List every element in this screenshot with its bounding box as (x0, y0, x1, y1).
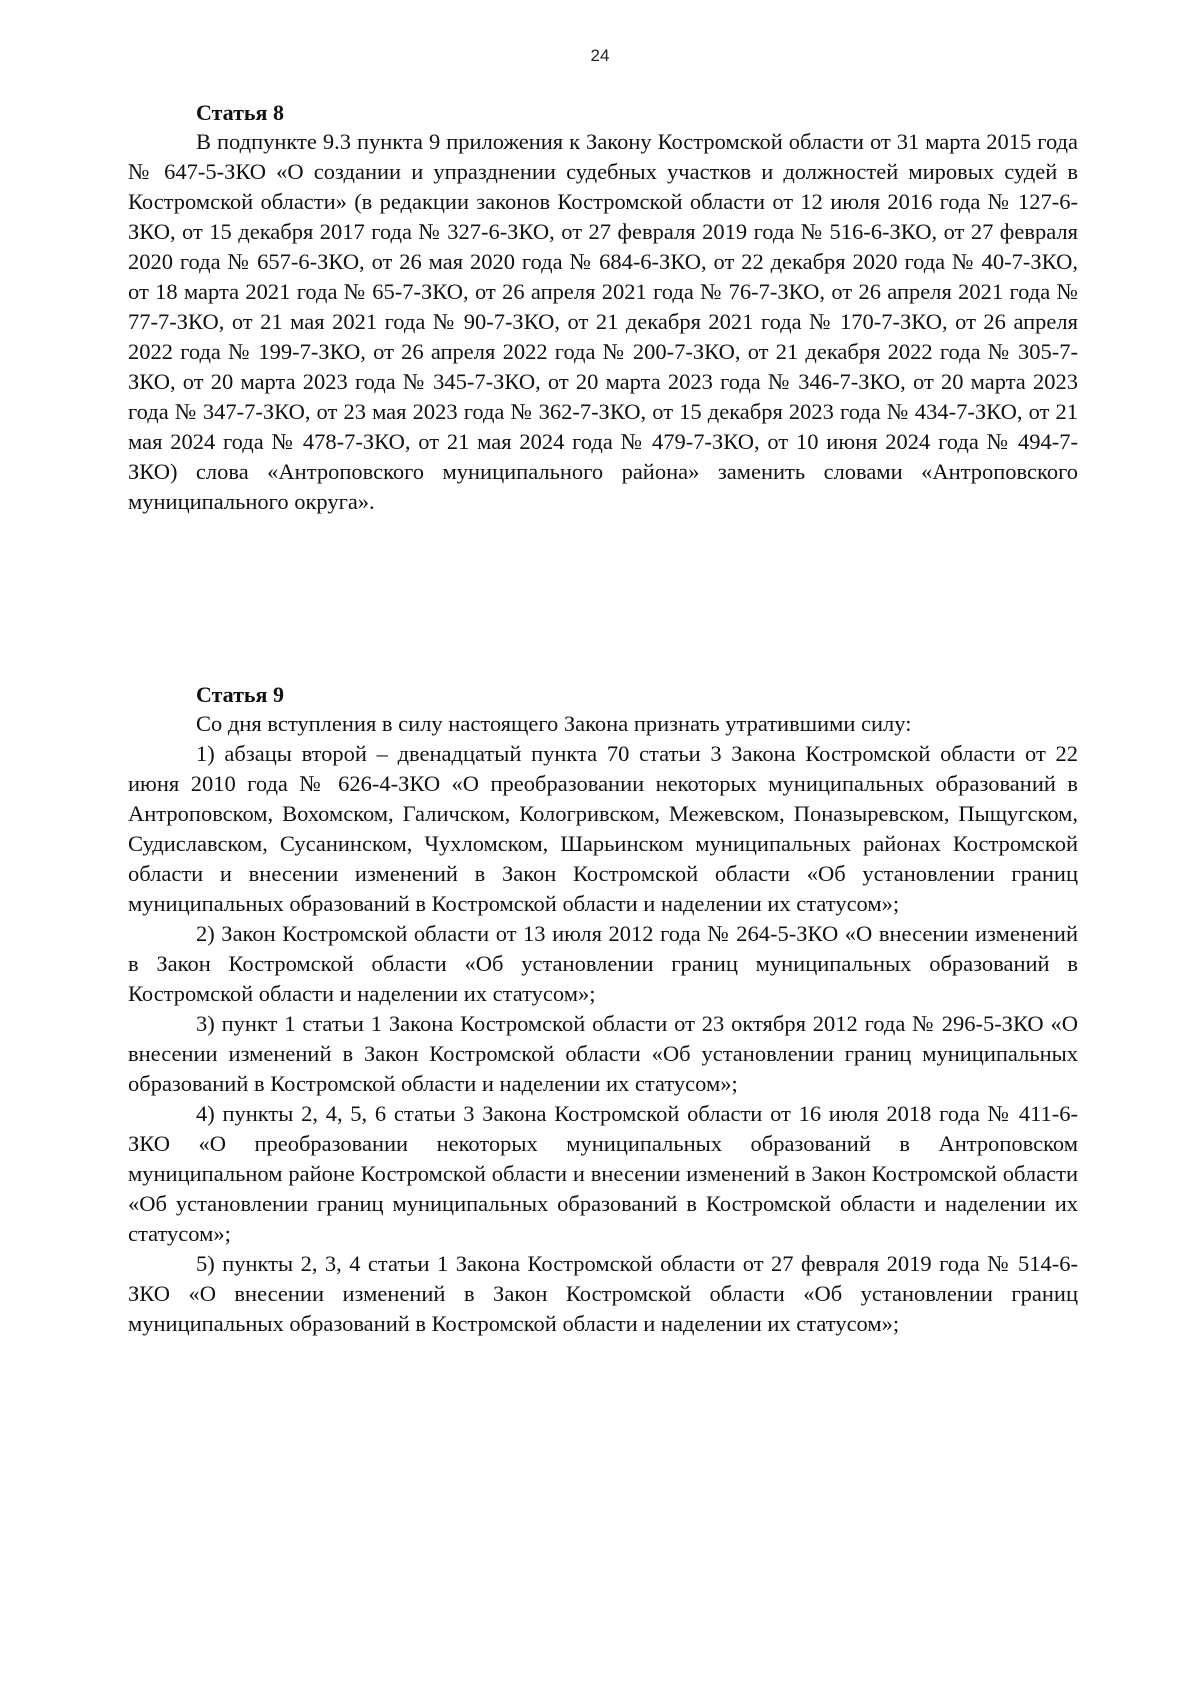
article-8 (128, 98, 1078, 517)
list-item: 1) абзацы второй – двенадцатый пункта 70 статьи 3 Закона Костромской области от 22 июня 2010 года № 626-4-ЗКО «О преобразовании некоторых муниципальных образований в Антроповском, Вохомском, Галичском, Кологривском, Межевском, Поназыревском, Пыщугском, Судиславском, Сусанинском, Чухломском, Шарьинском муниципальных районах Костромской области и внесении изменений в Закон Костромской области «Об установлении границ муниципальных образований в Костромской области и наделении их статусом»; (128, 741, 1078, 916)
list-item: 2) Закон Костромской области от 13 июля 2012 года № 264-5-ЗКО «О внесении изменений в Закон Костромской области «Об установлении границ муниципальных образований в Костромской области и наделении их статусом»; (128, 921, 1078, 1006)
list-item: 5) пункты 2, 3, 4 статьи 1 Закона Костромской области от 27 февраля 2019 года № 514-6-ЗКО «О внесении изменений в Закон Костромской области «Об установлении границ муниципальных образований в Костромской области и наделении их статусом»; (128, 1251, 1078, 1336)
article-9 (128, 680, 1078, 1339)
article-paragraph: В подпункте 9.3 пункта 9 приложения к Закону Костромской области от 31 марта 2015 года № 647-5-ЗКО «О создании и упразднении судебных участков и должностей мировых судей в Костромской области» (в редакции законов Костромской области от 12 июля 2016 года № 127-6-ЗКО, от 15 декабря 2017 года № 327-6-ЗКО, от 27 февраля 2019 года № 516-6-ЗКО, от 27 февраля 2020 года № 657-6-ЗКО, от 26 мая 2020 года № 684-6-ЗКО, от 22 декабря 2020 года № 40-7-ЗКО, от 18 марта 2021 года № 65-7-ЗКО, от 26 апреля 2021 года № 76-7-ЗКО, от 26 апреля 2021 года № 77-7-ЗКО, от 21 мая 2021 года № 90-7-ЗКО, от 21 декабря 2021 года № 170-7-ЗКО, от 26 апреля 2022 года № 199-7-ЗКО, от 26 апреля 2022 года № 200-7-ЗКО, от 21 декабря 2022 года № 305-7-ЗКО, от 20 марта 2023 года № 345-7-ЗКО, от 20 марта 2023 года № 346-7-ЗКО, от 20 марта 2023 года № 347-7-ЗКО, от 23 мая 2023 года № 362-7-ЗКО, от 15 декабря 2023 года № 434-7-ЗКО, от 21 мая 2024 года № 478-7-ЗКО, от 21 мая 2024 года № 479-7-ЗКО, от 10 июня 2024 года № 494-7-ЗКО) слова «Антроповского муниципального района» заменить словами «Антроповского муниципального округа». (128, 129, 1078, 514)
page-number: 24 (590, 46, 610, 65)
article-title: Статья 8 (196, 100, 284, 125)
list-item: 4) пункты 2, 4, 5, 6 статьи 3 Закона Костромской области от 16 июля 2018 года № 411-6-ЗКО «О преобразовании некоторых муниципальных образований в Антроповском муниципальном районе Костромской области и внесении изменений в Закон Костромской области «Об установлении границ муниципальных образований в Костромской области и наделении их статусом»; (128, 1101, 1078, 1246)
article-paragraph: Со дня вступления в силу настоящего Закона признать утратившими силу: (196, 711, 912, 736)
list-item: 3) пункт 1 статьи 1 Закона Костромской области от 23 октября 2012 года № 296-5-ЗКО «О внесении изменений в Закон Костромской области «Об установлении границ муниципальных образований в Костромской области и наделении их статусом»; (128, 1011, 1078, 1096)
article-title: Статья 9 (196, 682, 284, 707)
